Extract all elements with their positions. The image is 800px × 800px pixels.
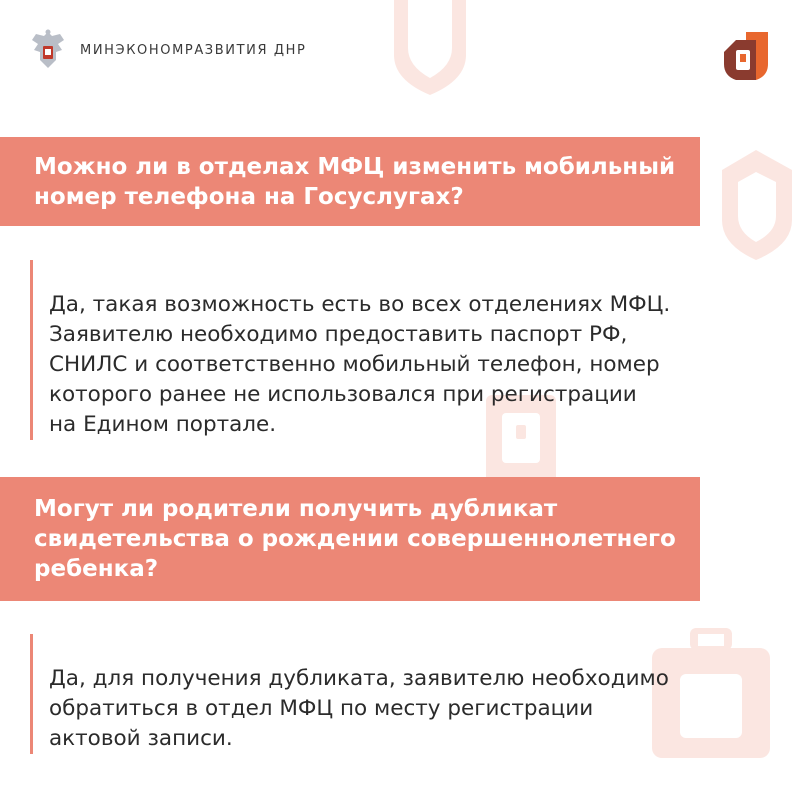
dnr-coat-of-arms-icon: [28, 28, 68, 72]
watermark-briefcase-icon: [652, 628, 770, 758]
question-banner: [0, 137, 700, 226]
answer-block: [30, 260, 670, 440]
question-text: Могут ли родители получить дубликат свидетельства о рождении совершеннолетнего ребенка?: [34, 496, 676, 582]
header: [28, 26, 306, 74]
watermark-shield-icon: [712, 150, 800, 260]
answer-text: Да, такая возможность есть во всех отделениях МФЦ. Заявителю необходимо предоставить паспорт РФ, СНИЛС и соответственно мобильный телефон, номер которого ранее не использовался при регистрации на Едином портале.: [49, 292, 671, 437]
question-text: Можно ли в отделах МФЦ изменить мобильный номер телефона на Госуслугах?: [34, 153, 676, 210]
answer-block: [30, 634, 669, 754]
answer-text: Да, для получения дубликата, заявителю необходимо обратиться в отдел МФЦ по месту регистрации актовой записи.: [49, 666, 669, 751]
mfc-logo-icon: [722, 30, 770, 82]
watermark-shield-icon: [390, 0, 470, 95]
organization-name: МИНЭКОНОМРАЗВИТИЯ ДНР: [80, 42, 307, 58]
question-banner: [0, 477, 700, 601]
